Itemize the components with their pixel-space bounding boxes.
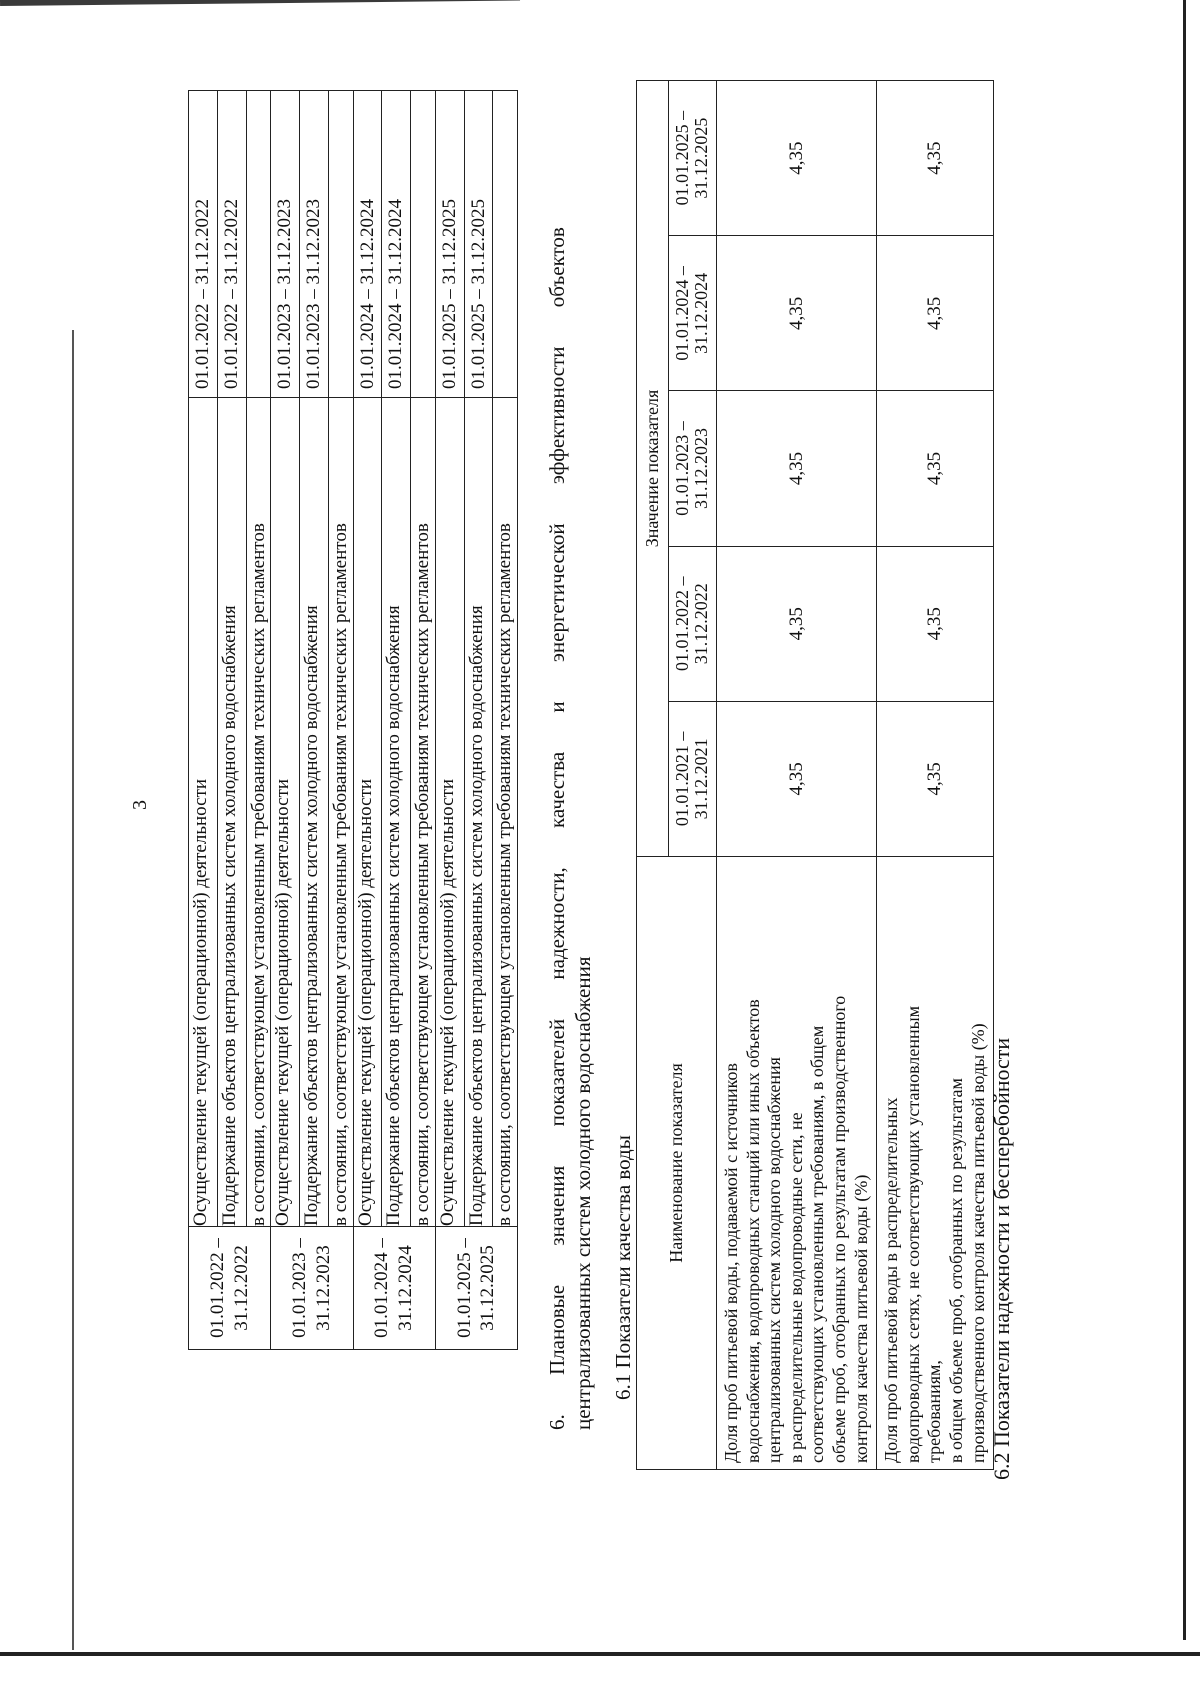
schedule-period-line: 31.12.2024 <box>395 1245 417 1331</box>
schedule-table <box>188 90 518 1350</box>
period-header <box>668 391 717 546</box>
schedule-activity: Осуществление текущей (операционной) деятельности <box>189 398 218 1227</box>
schedule-activity: в состоянии, соответствующем установленным требованиям технических регламентов <box>411 398 436 1227</box>
schedule-period-line: 31.12.2025 <box>477 1245 499 1331</box>
document-page <box>88 50 1128 1570</box>
period-header-line: 01.01.2021 – <box>671 731 692 827</box>
schedule-row <box>411 91 436 1350</box>
schedule-date-range <box>411 91 436 398</box>
indicator-value: 4,35 <box>877 546 994 701</box>
schedule-row <box>271 91 300 1350</box>
schedule-period-line: 01.01.2022 – <box>206 1238 228 1338</box>
indicator-name-line: водопроводных сетях, не соответствующих установленным <box>902 1005 923 1463</box>
indicator-name <box>877 857 994 1470</box>
schedule-row <box>328 91 353 1350</box>
schedule-date-range: 01.01.2024 – 31.12.2024 <box>382 91 411 398</box>
indicator-value: 4,35 <box>717 391 877 546</box>
indicator-name-line: Доля проб питьевой воды, подаваемой с источников <box>721 1063 742 1463</box>
schedule-date-range: 01.01.2022 – 31.12.2022 <box>217 91 246 398</box>
schedule-date-range: 01.01.2025 – 31.12.2025 <box>435 91 464 398</box>
page-number: 3 <box>129 800 151 810</box>
period-header-line: 31.12.2025 <box>691 117 712 199</box>
period-header-line: 31.12.2021 <box>691 738 712 820</box>
schedule-date-range: 01.01.2023 – 31.12.2023 <box>271 91 300 398</box>
quality-table-body <box>717 81 994 1470</box>
schedule-period-line: 01.01.2025 – <box>453 1238 475 1338</box>
indicator-value: 4,35 <box>877 81 994 236</box>
schedule-activity: Осуществление текущей (операционной) деятельности <box>353 398 382 1227</box>
schedule-row <box>217 91 246 1350</box>
indicator-name <box>717 857 877 1470</box>
schedule-row <box>189 91 218 1350</box>
schedule-row <box>246 91 271 1350</box>
scan-edge-left <box>72 330 74 1650</box>
indicator-name-line: в распределительные водопроводные сети, не <box>785 1112 806 1463</box>
schedule-row <box>435 91 464 1350</box>
indicator-value: 4,35 <box>877 236 994 391</box>
schedule-activity: Поддержание объектов централизованных систем холодного водоснабжения <box>464 398 493 1227</box>
schedule-activity: Осуществление текущей (операционной) деятельности <box>435 398 464 1227</box>
period-header-line: 01.01.2022 – <box>671 576 692 671</box>
period-header <box>668 81 717 236</box>
schedule-period-line: 01.01.2024 – <box>371 1238 393 1338</box>
schedule-activity: в состоянии, соответствующем установленным требованиям технических регламентов <box>246 398 271 1227</box>
schedule-row <box>353 91 382 1350</box>
period-header-line: 01.01.2025 – <box>671 110 692 206</box>
schedule-activity: Поддержание объектов централизованных систем холодного водоснабжения <box>300 398 329 1227</box>
period-header-line: 31.12.2024 <box>691 272 712 354</box>
indicator-name-header: Наименование показателя <box>637 857 717 1470</box>
indicator-name-line: водоснабжения, водопроводных станций или иных объектов <box>742 999 763 1463</box>
schedule-body <box>189 91 518 1350</box>
water-quality-table <box>636 80 994 1470</box>
indicator-name-line: соответствующих установленным требованиям, в общем <box>807 1025 828 1463</box>
indicator-value: 4,35 <box>717 236 877 391</box>
schedule-date-range: 01.01.2024 – 31.12.2024 <box>353 91 382 398</box>
schedule-period-line: 31.12.2022 <box>230 1245 252 1331</box>
indicator-name-line: производственного контроля качества питьевой воды (%) <box>967 1023 988 1463</box>
scan-edge-bottom <box>0 1652 1200 1656</box>
indicator-value: 4,35 <box>717 81 877 236</box>
indicator-value-header: Значение показателя <box>637 81 669 857</box>
indicator-name-line: требованиям, <box>924 1360 945 1463</box>
period-header-line: 01.01.2024 – <box>671 266 692 361</box>
subsection-6-2-title: 6.2 Показатели надежности и бесперебойности <box>989 1037 1014 1480</box>
quality-row <box>717 81 877 1470</box>
schedule-date-range: 01.01.2023 – 31.12.2023 <box>300 91 329 398</box>
period-header-line: 31.12.2023 <box>691 428 712 510</box>
schedule-period <box>189 1227 271 1350</box>
schedule-period-line: 01.01.2023 – <box>289 1238 311 1338</box>
indicator-name-line: централизованных систем холодного водоснабжения <box>764 1057 785 1463</box>
indicator-value: 4,35 <box>717 701 877 856</box>
schedule-date-range: 01.01.2022 – 31.12.2022 <box>189 91 218 398</box>
schedule-period <box>435 1227 517 1350</box>
period-header <box>668 236 717 391</box>
scan-edge-right <box>1183 0 1186 1640</box>
scan-edge-top <box>0 0 520 6</box>
section-6-title-line1: 6. Плановые значения показателей надежности, качества и энергетической эффективности объектов <box>545 227 569 1430</box>
schedule-row <box>382 91 411 1350</box>
period-header-line: 31.12.2022 <box>691 583 712 665</box>
indicator-value: 4,35 <box>877 701 994 856</box>
schedule-activity: Поддержание объектов централизованных систем холодного водоснабжения <box>382 398 411 1227</box>
schedule-row <box>300 91 329 1350</box>
indicator-name-line: объеме проб, отобранных по результатам производственного <box>829 995 850 1463</box>
schedule-period <box>271 1227 353 1350</box>
section-6-title <box>544 130 597 1430</box>
indicator-name-line: в общем объеме проб, отобранных по результатам <box>946 1078 967 1463</box>
period-header <box>668 701 717 856</box>
schedule-activity: Поддержание объектов централизованных систем холодного водоснабжения <box>217 398 246 1227</box>
schedule-date-range <box>493 91 518 398</box>
quality-table-head <box>637 81 717 1470</box>
schedule-date-range <box>246 91 271 398</box>
section-6-title-line2: централизованных систем холодного водоснабжения <box>571 956 596 1430</box>
subsection-6-1-title: 6.1 Показатели качества воды <box>611 1135 635 1400</box>
schedule-activity: в состоянии, соответствующем установленным требованиям технических регламентов <box>493 398 518 1227</box>
schedule-activity: в состоянии, соответствующем установленным требованиям технических регламентов <box>328 398 353 1227</box>
period-header-line: 01.01.2023 – <box>671 421 692 516</box>
schedule-period <box>353 1227 435 1350</box>
schedule-period-line: 31.12.2023 <box>312 1245 334 1331</box>
indicator-name-line: Доля проб питьевой воды в распределительных <box>881 1097 902 1463</box>
quality-header-row <box>637 81 669 1470</box>
period-header <box>668 546 717 701</box>
indicator-value: 4,35 <box>717 546 877 701</box>
schedule-date-range <box>328 91 353 398</box>
quality-row <box>877 81 994 1470</box>
schedule-row <box>493 91 518 1350</box>
indicator-name-line: контроля качества питьевой воды (%) <box>850 1174 871 1463</box>
schedule-date-range: 01.01.2025 – 31.12.2025 <box>464 91 493 398</box>
schedule-activity: Осуществление текущей (операционной) деятельности <box>271 398 300 1227</box>
schedule-row <box>464 91 493 1350</box>
indicator-value: 4,35 <box>877 391 994 546</box>
